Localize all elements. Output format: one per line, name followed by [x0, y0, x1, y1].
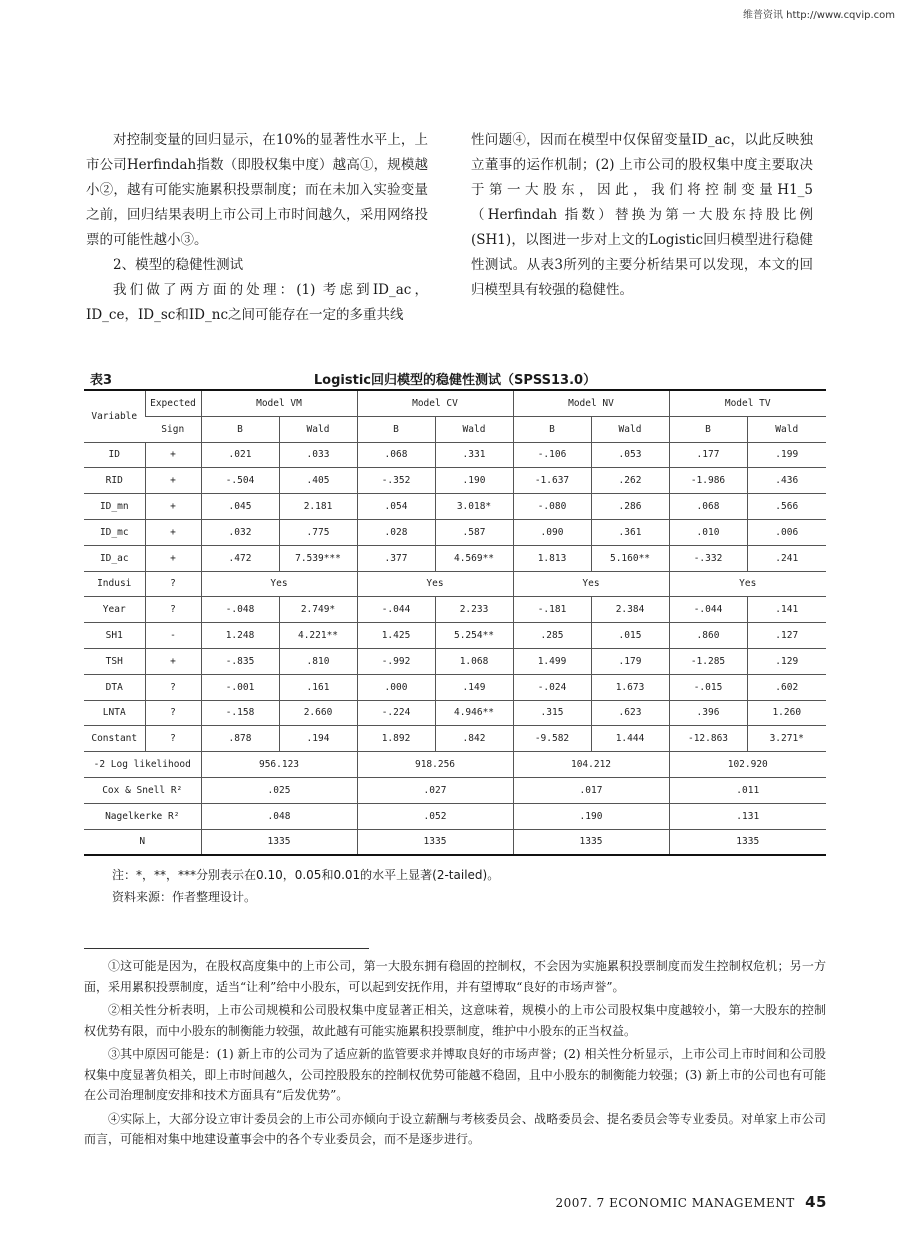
- stat-value-cell: 1335: [513, 829, 669, 855]
- sign-cell: +: [145, 519, 201, 545]
- sign-cell: ?: [145, 597, 201, 623]
- header-wald: Wald: [591, 416, 669, 442]
- stat-row: [84, 829, 826, 855]
- table-row: [84, 623, 826, 649]
- wald-cell: 4.946**: [435, 700, 513, 726]
- stat-value-cell: 956.123: [201, 752, 357, 778]
- body-column-left: [86, 128, 428, 328]
- stat-value-cell: .011: [669, 777, 826, 803]
- table-row: [84, 545, 826, 571]
- wald-cell: .331: [435, 442, 513, 468]
- wald-cell: 2.233: [435, 597, 513, 623]
- wald-cell: 2.749*: [279, 597, 357, 623]
- header-b: B: [357, 416, 435, 442]
- coef-cell: -.106: [513, 442, 591, 468]
- header-wald: Wald: [747, 416, 826, 442]
- sign-cell: ?: [145, 726, 201, 752]
- yes-cell: Yes: [357, 571, 513, 597]
- yes-cell: Yes: [201, 571, 357, 597]
- stat-value-cell: 102.920: [669, 752, 826, 778]
- page-number: 45: [805, 1193, 827, 1211]
- variable-cell: LNTA: [84, 700, 145, 726]
- wald-cell: 4.569**: [435, 545, 513, 571]
- stat-value-cell: .131: [669, 803, 826, 829]
- wald-cell: 1.260: [747, 700, 826, 726]
- coef-cell: .068: [669, 494, 747, 520]
- journal-name: ECONOMIC MANAGEMENT: [609, 1196, 795, 1210]
- stat-value-cell: 104.212: [513, 752, 669, 778]
- coef-cell: 1.499: [513, 648, 591, 674]
- wald-cell: .566: [747, 494, 826, 520]
- stat-value-cell: .052: [357, 803, 513, 829]
- coef-cell: -.158: [201, 700, 279, 726]
- table-row: [84, 571, 826, 597]
- coef-cell: .090: [513, 519, 591, 545]
- coef-cell: .010: [669, 519, 747, 545]
- coef-cell: -12.863: [669, 726, 747, 752]
- coef-cell: .377: [357, 545, 435, 571]
- header-b: B: [201, 416, 279, 442]
- wald-cell: .006: [747, 519, 826, 545]
- table-number: 表3: [90, 373, 113, 388]
- table-row: [84, 494, 826, 520]
- paragraph: 对控制变量的回归显示，在10%的显著性水平上，上市公司Herfindah指数（即股权集中度）越高①，规模越小②，越有可能实施累积投票制度；而在未加入实验变量之前，回归结果表明上市公司上市时间越久，采用网络投票的可能性越小③。: [86, 132, 428, 248]
- coef-cell: -.352: [357, 468, 435, 494]
- coef-cell: -.048: [201, 597, 279, 623]
- wald-cell: .033: [279, 442, 357, 468]
- wald-cell: .141: [747, 597, 826, 623]
- stat-label-cell: N: [84, 829, 201, 855]
- coef-cell: 1.892: [357, 726, 435, 752]
- variable-cell: ID_mn: [84, 494, 145, 520]
- wald-cell: .775: [279, 519, 357, 545]
- wald-cell: 1.068: [435, 648, 513, 674]
- stat-label-cell: Cox & Snell R²: [84, 777, 201, 803]
- coef-cell: .285: [513, 623, 591, 649]
- stat-value-cell: 1335: [669, 829, 826, 855]
- stat-row: [84, 803, 826, 829]
- wald-cell: .190: [435, 468, 513, 494]
- coef-cell: .045: [201, 494, 279, 520]
- table-row: [84, 442, 826, 468]
- coef-cell: .177: [669, 442, 747, 468]
- variable-cell: ID: [84, 442, 145, 468]
- variable-cell: SH1: [84, 623, 145, 649]
- coef-cell: 1.425: [357, 623, 435, 649]
- header-model-vm: Model VM: [201, 390, 357, 416]
- stat-row: [84, 777, 826, 803]
- wald-cell: .199: [747, 442, 826, 468]
- page-footer: [556, 1193, 828, 1211]
- coef-cell: .000: [357, 674, 435, 700]
- coef-cell: -.504: [201, 468, 279, 494]
- stat-row: [84, 752, 826, 778]
- coef-cell: -.024: [513, 674, 591, 700]
- coef-cell: -.835: [201, 648, 279, 674]
- coef-cell: .860: [669, 623, 747, 649]
- coef-cell: -.001: [201, 674, 279, 700]
- wald-cell: .149: [435, 674, 513, 700]
- sign-cell: +: [145, 648, 201, 674]
- wald-cell: .053: [591, 442, 669, 468]
- paragraph: 我们做了两方面的处理：(1) 考虑到ID_ac，ID_ce，ID_sc和ID_nc之间可能存在一定的多重共线: [86, 282, 428, 323]
- wald-cell: .602: [747, 674, 826, 700]
- section-heading: 2、模型的稳健性测试: [113, 257, 244, 273]
- stat-label-cell: Nagelkerke R²: [84, 803, 201, 829]
- variable-cell: TSH: [84, 648, 145, 674]
- header-b: B: [513, 416, 591, 442]
- header-sign: Sign: [145, 416, 201, 442]
- footnotes: [84, 956, 826, 1153]
- coef-cell: -.224: [357, 700, 435, 726]
- wald-cell: 2.384: [591, 597, 669, 623]
- coef-cell: -1.637: [513, 468, 591, 494]
- variable-cell: DTA: [84, 674, 145, 700]
- coef-cell: 1.248: [201, 623, 279, 649]
- wald-cell: .127: [747, 623, 826, 649]
- table-row: [84, 726, 826, 752]
- table-title: Logistic回归模型的稳健性测试（SPSS13.0）: [313, 373, 597, 388]
- wald-cell: .587: [435, 519, 513, 545]
- yes-cell: Yes: [669, 571, 826, 597]
- sign-cell: +: [145, 494, 201, 520]
- wald-cell: 4.221**: [279, 623, 357, 649]
- table-source: 资料来源：作者整理设计。: [112, 890, 257, 904]
- sign-cell: -: [145, 623, 201, 649]
- wald-cell: .810: [279, 648, 357, 674]
- header-expected: Expected: [145, 390, 201, 416]
- coef-cell: -.181: [513, 597, 591, 623]
- footnote: ①这可能是因为，在股权高度集中的上市公司，第一大股东拥有稳固的控制权，不会因为实施累积投票制度而发生控制权危机；另一方面，采用累积投票制度，适当“让利”给中小股东，可以起到安抚作用，并有望博取“良好的市场声誉”。: [84, 959, 826, 994]
- wald-cell: 5.160**: [591, 545, 669, 571]
- wald-cell: 3.271*: [747, 726, 826, 752]
- stat-value-cell: .017: [513, 777, 669, 803]
- footnote-divider: [84, 948, 369, 949]
- header-wald: Wald: [279, 416, 357, 442]
- coef-cell: -.332: [669, 545, 747, 571]
- wald-cell: .405: [279, 468, 357, 494]
- table-row: [84, 700, 826, 726]
- sign-cell: ?: [145, 700, 201, 726]
- header-wald: Wald: [435, 416, 513, 442]
- sign-cell: +: [145, 442, 201, 468]
- stat-value-cell: 1335: [357, 829, 513, 855]
- wald-cell: .241: [747, 545, 826, 571]
- header-b: B: [669, 416, 747, 442]
- sign-cell: +: [145, 545, 201, 571]
- stat-value-cell: .048: [201, 803, 357, 829]
- coef-cell: -.044: [669, 597, 747, 623]
- wald-cell: 1.673: [591, 674, 669, 700]
- table-subheader-row: [84, 416, 826, 442]
- wald-cell: 1.444: [591, 726, 669, 752]
- table-row: [84, 597, 826, 623]
- wald-cell: .842: [435, 726, 513, 752]
- wald-cell: .286: [591, 494, 669, 520]
- wald-cell: .623: [591, 700, 669, 726]
- wald-cell: .161: [279, 674, 357, 700]
- coef-cell: .054: [357, 494, 435, 520]
- coef-cell: -.044: [357, 597, 435, 623]
- sign-cell: ?: [145, 571, 201, 597]
- coef-cell: -.015: [669, 674, 747, 700]
- wald-cell: .179: [591, 648, 669, 674]
- body-column-right: [471, 128, 813, 303]
- regression-table: [84, 389, 826, 856]
- stat-value-cell: 918.256: [357, 752, 513, 778]
- coef-cell: .878: [201, 726, 279, 752]
- wald-cell: .436: [747, 468, 826, 494]
- sign-cell: ?: [145, 674, 201, 700]
- wald-cell: .361: [591, 519, 669, 545]
- coef-cell: .315: [513, 700, 591, 726]
- stat-label-cell: -2 Log likelihood: [84, 752, 201, 778]
- variable-cell: Constant: [84, 726, 145, 752]
- coef-cell: .396: [669, 700, 747, 726]
- table-row: [84, 468, 826, 494]
- header-variable: Variable: [84, 390, 145, 442]
- footnote: ③其中原因可能是：(1) 新上市的公司为了适应新的监管要求并博取良好的市场声誉；(2) 相关性分析显示，上市公司上市时间和公司股权集中度显著负相关，即上市时间越久，公司控股股东的控制权优势可能越不稳固，且中小股东的制衡能力较强；(3) 新上市的公司也有可能在公司治理制度安排和技术方面具有“后发优势”。: [84, 1047, 826, 1102]
- coef-cell: -1.986: [669, 468, 747, 494]
- table-row: [84, 648, 826, 674]
- coef-cell: .021: [201, 442, 279, 468]
- wald-cell: 7.539***: [279, 545, 357, 571]
- coef-cell: -.080: [513, 494, 591, 520]
- paragraph: 性问题④，因而在模型中仅保留变量ID_ac，以此反映独立董事的运作机制；(2) 上市公司的股权集中度主要取决于第一大股东，因此，我们将控制变量H1_5（Herfindah 指数）替换为第一大股东持股比例(SH1)，以图进一步对上文的Logistic回归模型进行稳健性测试。从表3所列的主要分析结果可以发现，本文的回归模型具有较强的稳健性。: [471, 132, 813, 298]
- wald-cell: 2.660: [279, 700, 357, 726]
- wald-cell: 3.018*: [435, 494, 513, 520]
- sign-cell: +: [145, 468, 201, 494]
- variable-cell: RID: [84, 468, 145, 494]
- stat-value-cell: .190: [513, 803, 669, 829]
- wald-cell: .262: [591, 468, 669, 494]
- header-model-tv: Model TV: [669, 390, 826, 416]
- coef-cell: -.992: [357, 648, 435, 674]
- coef-cell: .028: [357, 519, 435, 545]
- wald-cell: .015: [591, 623, 669, 649]
- coef-cell: -9.582: [513, 726, 591, 752]
- coef-cell: .472: [201, 545, 279, 571]
- coef-cell: -1.285: [669, 648, 747, 674]
- stat-value-cell: 1335: [201, 829, 357, 855]
- stat-value-cell: .027: [357, 777, 513, 803]
- watermark: 维普资讯 http://www.cqvip.com: [742, 10, 895, 21]
- table-row: [84, 519, 826, 545]
- header-model-nv: Model NV: [513, 390, 669, 416]
- wald-cell: 2.181: [279, 494, 357, 520]
- wald-cell: .194: [279, 726, 357, 752]
- coef-cell: .032: [201, 519, 279, 545]
- variable-cell: ID_mc: [84, 519, 145, 545]
- header-model-cv: Model CV: [357, 390, 513, 416]
- footnote: ④实际上，大部分设立审计委员会的上市公司亦倾向于设立薪酬与考核委员会、战略委员会、提名委员会等专业委员。对单家上市公司而言，可能相对集中地建设董事会中的各个专业委员会，而不是逐步进行。: [84, 1111, 826, 1146]
- wald-cell: .129: [747, 648, 826, 674]
- table-row: [84, 674, 826, 700]
- stat-value-cell: .025: [201, 777, 357, 803]
- wald-cell: 5.254**: [435, 623, 513, 649]
- variable-cell: ID_ac: [84, 545, 145, 571]
- variable-cell: Indusi: [84, 571, 145, 597]
- issue-date: 2007. 7: [555, 1196, 605, 1210]
- table-note: 注：*，**，***分别表示在0.10，0.05和0.01的水平上显著(2-tailed)。: [112, 868, 500, 882]
- variable-cell: Year: [84, 597, 145, 623]
- footnote: ②相关性分析表明，上市公司规模和公司股权集中度显著正相关，这意味着，规模小的上市公司股权集中度越较小，第一大股东的控制权优势有限，而中小股东的制衡能力较强，故此越有可能实施累积投票制度，维护中小股东的正当权益。: [84, 1003, 826, 1038]
- table-header-row: [84, 390, 826, 416]
- coef-cell: 1.813: [513, 545, 591, 571]
- coef-cell: .068: [357, 442, 435, 468]
- yes-cell: Yes: [513, 571, 669, 597]
